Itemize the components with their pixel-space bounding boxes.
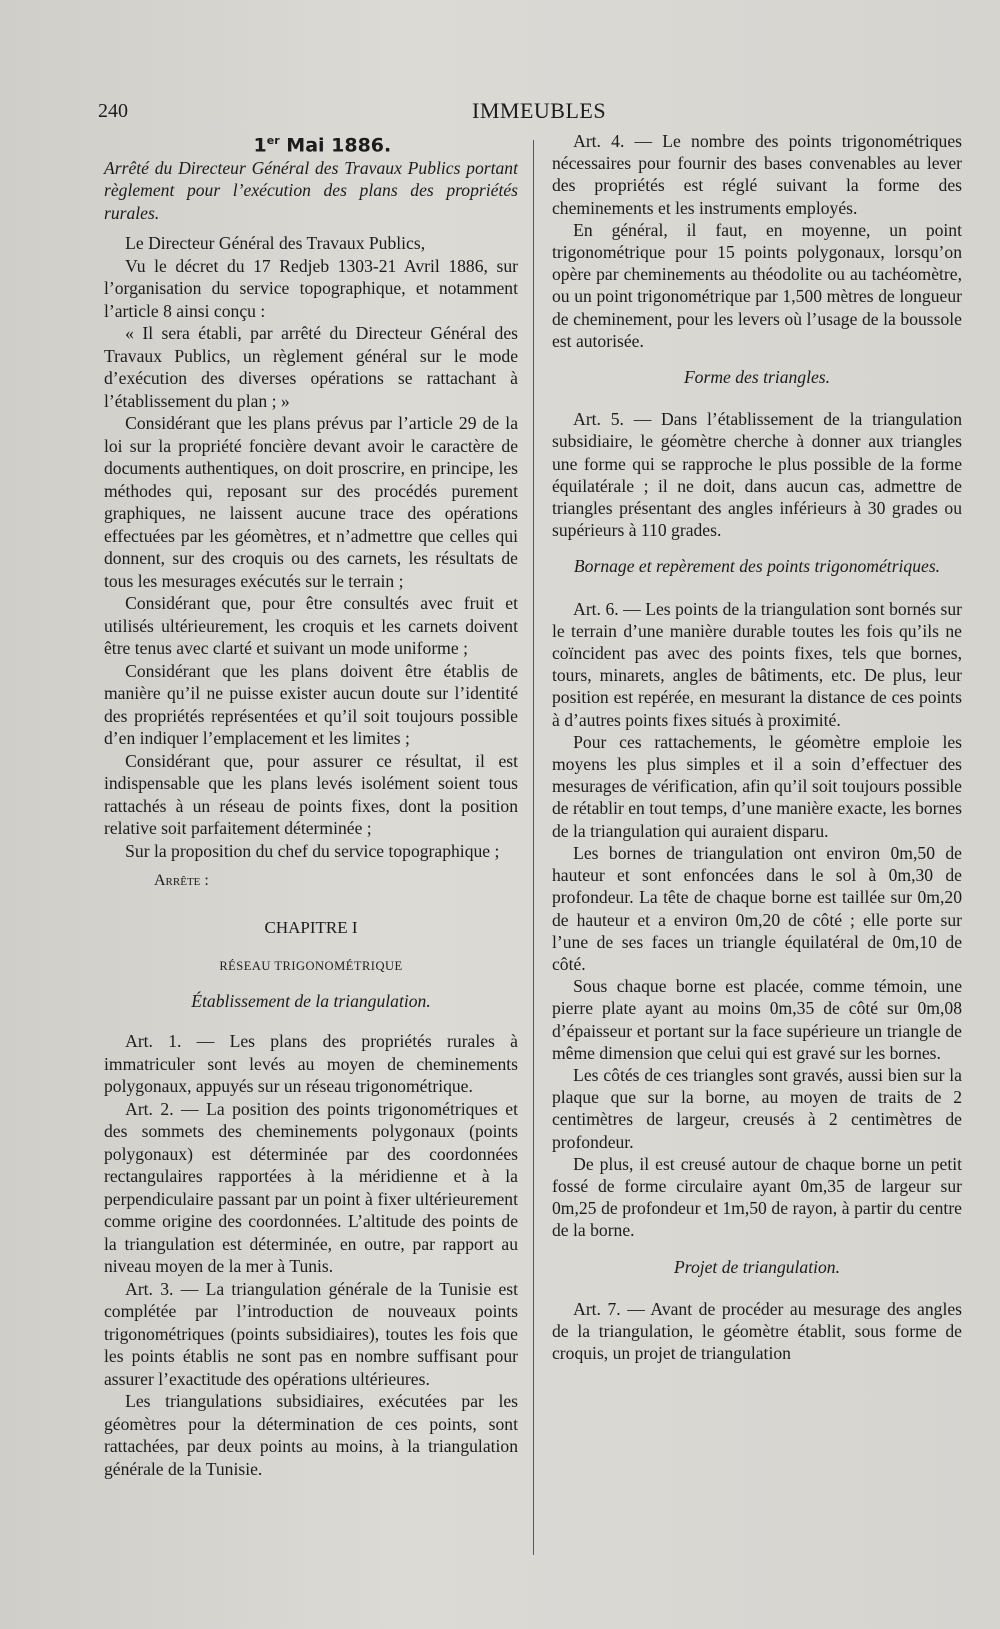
decree-date [104,130,518,157]
paragraph: Considérant que, pour assurer ce résultat, il est indispensable que les plans levés isolément soient tous rattachés à un réseau de points fixes, dont la position relative soit parfaitement déterminée ; [104,750,518,839]
date-superscript: er [266,134,280,147]
arrete-heading: Arrête : [154,872,209,890]
decree-title: Arrêté du Directeur Général des Travaux Publics portant règlement pour l’exécution des plans des propriétés rurales. [104,157,518,223]
article-4: Art. 4. — Le nombre des points trigonométriques nécessaires pour fournir des bases convenables au lever des propriétés est réglé suivant la forme des cheminements et les instruments employés. [552,131,962,218]
section-heading: Établissement de la triangulation. [191,990,431,1011]
article-5: Art. 5. — Dans l’établissement de la triangulation subsidiaire, le géomètre cherche à donner aux triangles une forme qui se rapproche le plus possible de la forme équilatérale ; il ne doit, dans aucun cas, admettre de triangles présentant des angles inférieurs à 30 grades ou supérieurs à 110 grades. [552,409,962,541]
chapter-heading: CHAPITRE I [264,917,358,937]
left-column [104,130,518,1480]
paragraph: Le Directeur Général des Travaux Publics, [125,233,426,254]
paragraph: En général, il faut, en moyenne, un point trigonométrique pour 15 points polygonaux, lorsqu’on opère par cheminements au théodolite ou au tachéomètre, ou un point trigonométrique par 1,500 mètres de longueur de cheminement, pour les levers où l’usage de la boussole est autorisée. [552,219,962,351]
article-1: Art. 1. — Les plans des propriétés rurales à immatriculer sont levés au moyen de cheminements polygonaux, appuyés sur un réseau trigonométrique. [104,1031,518,1097]
paragraph: Sous chaque borne est placée, comme témoin, une pierre plate ayant au moins 0m,35 de côté sur 0m,08 d’épaisseur et portant sur la face supérieure un triangle de même dimension que celui qui est gravé sur les bornes. [552,976,962,1063]
paragraph: Les côtés de ces triangles sont gravés, aussi bien sur la plaque que sur la borne, au moyen de traits de 2 centimètres de largeur, creusés à 2 centimètres de profondeur. [552,1064,962,1152]
paragraph: Considérant que, pour être consultés avec fruit et utilisés ultérieurement, les croquis et les carnets doivent être tenus avec clarté et suivant un mode uniforme ; [104,593,518,659]
running-head: IMMEUBLES [472,98,607,123]
paragraph: Les bornes de triangulation ont environ 0m,50 de hauteur et sont enfoncées dans le sol à 0m,30 de profondeur. La tête de chaque borne est taillée sur 0m,20 de hauteur et a environ 0m,20 de côté ; elle porte sur l’une de ses faces un triangle équilatéral de 0m,10 de côté. [552,842,962,974]
section-heading: Forme des triangles. [683,367,831,388]
section-heading: Projet de triangulation. [674,1256,840,1277]
paragraph: « Il sera établi, par arrêté du Directeur Général des Travaux Publics, un règlement général sur le mode d’exécution des diverses opérations se rattachant à l’établissement du plan ; » [104,323,518,411]
paragraph: Considérant que les plans prévus par l’article 29 de la loi sur la propriété foncière devant avoir le caractère de documents authentiques, on doit proscrire, en principe, les méthodes qui, reposant sur des procédés purement graphiques, ne laissent aucune trace des opérations effectuées par les géomètres, et n’admettre que celles qui donnent, sur des croquis ou des carnets, les résultats de tous les mesurages exécutés sur le terrain ; [104,413,518,591]
date-day: 1 [253,134,267,157]
page-number: 240 [98,100,128,122]
article-7: Art. 7. — Avant de procéder au mesurage des angles de la triangulation, le géomètre établit, sous forme de croquis, un projet de triangulation [552,1298,962,1364]
paragraph: Sur la proposition du chef du service topographique ; [125,840,500,861]
article-6: Art. 6. — Les points de la triangulation sont bornés sur le terrain d’une manière durable toutes les fois qu’ils ne coïncident pas avec des points fixes, tels que bornes, tours, minarets, angles de bâtiments, etc. De plus, leur position est repérée, en mesurant la distance de ces points à d’autres points fixes situés à proximité. [552,598,962,730]
column-divider [533,140,534,1555]
paragraph: De plus, il est creusé autour de chaque borne un petit fossé de forme circulaire ayant 0m,35 de largeur sur 0m,25 de profondeur et 1m,50 de rayon, à partir du centre de la borne. [552,1153,962,1241]
right-column [552,130,962,1364]
article-3: Art. 3. — La triangulation générale de la Tunisie est complétée par l’introduction de nouveaux points trigonométriques (points subsidiaires), toutes les fois que les points établis ne sont pas en nombre suffisant pour assurer l’exactitude des opérations ultérieures. [104,1278,518,1389]
chapter-subheading: RÉSEAU TRIGONOMÉTRIQUE [219,959,403,974]
paragraph: Vu le décret du 17 Redjeb 1303-21 Avril 1886, sur l’organisation du service topographique, et notamment l’article 8 ainsi conçu : [104,255,518,321]
paragraph: Les triangulations subsidiaires, exécutées par les géomètres pour la détermination de ces points, sont rattachées, par deux points au moins, à la triangulation générale de la Tunisie. [104,1391,518,1479]
article-2: Art. 2. — La position des points trigonométriques et des sommets des cheminements polygonaux (points polygonaux) est déterminée par des coordonnées rectangulaires rapportées à la méridienne et à la perpendiculaire passant par un point à fixer ultérieurement comme origine des coordonnées. L’altitude des points de la triangulation est déterminée, en outre, par rapport au niveau moyen de la mer à Tunis. [104,1098,518,1277]
section-heading: Bornage et repèrement des points trigonométriques. [573,556,941,577]
date-rest: Mai 1886. [279,134,392,157]
page-header [98,100,968,130]
paragraph: Pour ces rattachements, le géomètre emploie les moyens les plus simples et il a soin d’effectuer des mesurages de vérification, afin qu’il soit toujours possible de rétablir en tout temps, d’une manière exacte, les bornes de la triangulation qui auraient disparu. [552,731,962,841]
paragraph: Considérant que les plans doivent être établis de manière qu’il ne puisse exister aucun doute sur l’identité des propriétés représentées et qu’il soit toujours possible d’en indiquer l’emplacement et les limites ; [104,660,518,749]
